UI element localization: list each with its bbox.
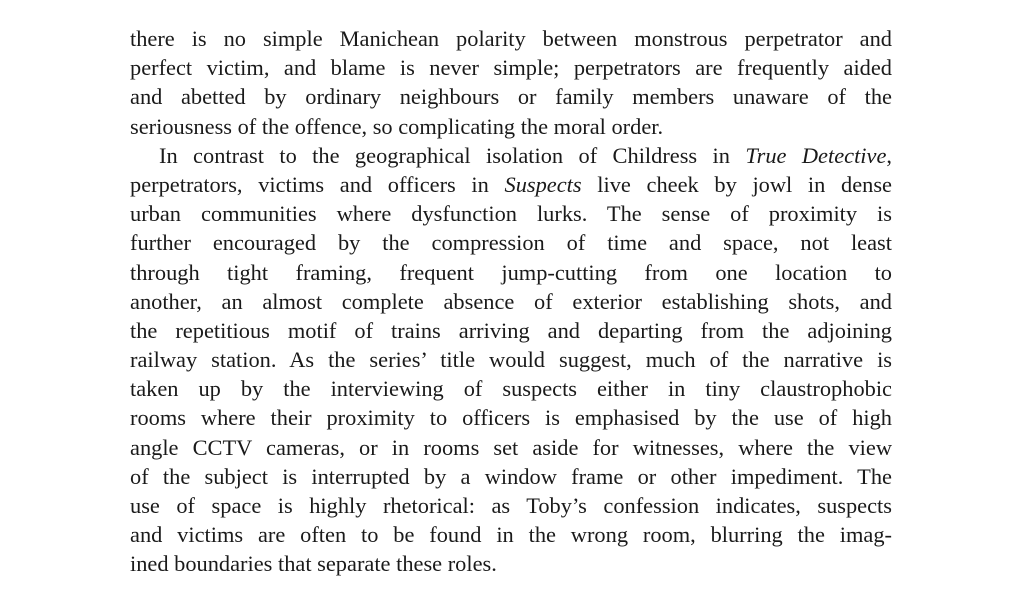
text-segment: rooms where their proximity to officers is emphasised by the use of high xyxy=(130,405,892,431)
text-line xyxy=(130,433,892,462)
text-segment: and abetted by ordinary neighbours or family members unaware of the xyxy=(130,84,892,110)
text-line xyxy=(130,141,892,170)
text-segment: railway station. As the series’ title would suggest, much of the narrative is xyxy=(130,347,892,373)
text-line xyxy=(130,112,892,141)
text-segment: ined boundaries that separate these roles. xyxy=(130,551,497,577)
text-segment: use of space is highly rhetorical: as Toby’s confession indicates, suspects xyxy=(130,493,892,518)
paragraph-1 xyxy=(130,24,892,141)
text-segment: taken up by the interviewing of suspects either in tiny claustrophobic xyxy=(130,376,892,402)
text-segment: , xyxy=(886,142,892,168)
text-segment: urban communities where dysfunction lurks. The sense of proximity is xyxy=(130,201,892,227)
document-page xyxy=(130,24,892,579)
text-line xyxy=(130,199,892,228)
text-line xyxy=(130,374,892,403)
paragraph-2 xyxy=(130,141,892,579)
text-segment: of the subject is interrupted by a window frame or other impediment. The xyxy=(130,463,892,489)
text-line xyxy=(130,345,892,374)
text-segment: In contrast to the geographical isolation of Childress in xyxy=(159,142,746,168)
text-line xyxy=(130,228,892,257)
text-segment: there is no simple Manichean polarity between monstrous perpetrator and xyxy=(130,26,892,51)
text-segment: another, an almost complete absence of exterior establishing shots, and xyxy=(130,288,892,314)
text-segment: perpetrators, victims and officers in xyxy=(130,171,505,197)
text-line xyxy=(130,316,892,345)
text-line xyxy=(130,403,892,432)
italic-title: True Detective xyxy=(745,142,887,168)
text-line xyxy=(130,258,892,287)
text-segment: seriousness of the offence, so complicating the moral order. xyxy=(130,113,664,139)
text-line xyxy=(130,462,892,491)
text-segment: the repetitious motif of trains arriving and departing from the adjoining xyxy=(130,317,892,343)
text-segment: and victims are often to be found in the wrong room, blurring the imag- xyxy=(130,522,892,548)
text-line xyxy=(130,53,892,82)
text-line xyxy=(130,520,892,549)
text-line xyxy=(130,287,892,316)
text-line xyxy=(130,82,892,111)
text-segment: further encouraged by the compression of time and space, not least xyxy=(130,230,892,256)
text-line xyxy=(130,549,892,578)
text-line xyxy=(130,491,892,520)
text-segment: through tight framing, frequent jump-cutting from one location to xyxy=(130,259,892,285)
italic-title: Suspects xyxy=(504,171,582,197)
text-segment: angle CCTV cameras, or in rooms set aside for witnesses, where the view xyxy=(130,434,892,460)
text-segment: perfect victim, and blame is never simple; perpetrators are frequently aided xyxy=(130,55,892,81)
text-segment: live cheek by jowl in dense xyxy=(581,171,892,197)
text-line xyxy=(130,170,892,199)
text-line xyxy=(130,24,892,53)
